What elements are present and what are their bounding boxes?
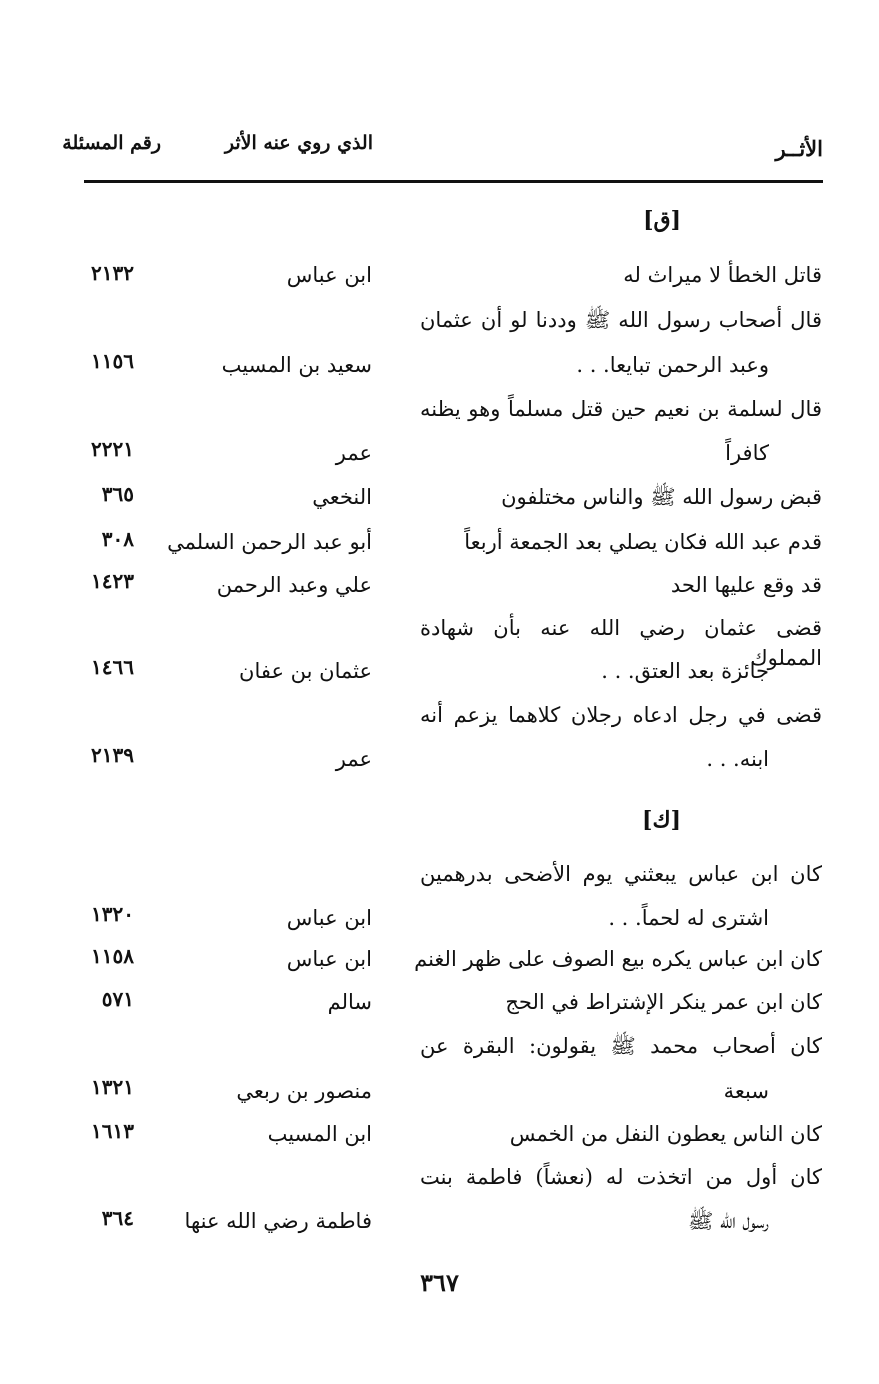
entry-number: ٢١٣٩ xyxy=(91,743,134,767)
header-rule xyxy=(84,180,823,183)
entry-athar-line: كان ابن عمر ينكر الإشتراط في الحج xyxy=(505,990,822,1014)
entry-number: ٣٠٨ xyxy=(101,527,134,551)
entry-narrator: عثمان بن عفان xyxy=(239,659,372,683)
entry-athar-line: قال لسلمة بن نعيم حين قتل مسلماً وهو يظنه xyxy=(420,397,822,421)
entry-athar-continuation: ابنه. . . xyxy=(706,747,769,771)
entry-athar-continuation: اشترى له لحماً. . . xyxy=(608,906,769,930)
entry-athar-continuation: رسول الله ﷺ xyxy=(688,1209,769,1233)
entry-number: ١٤٢٣ xyxy=(91,569,134,593)
entry-number: ٣٦٥ xyxy=(101,482,134,506)
entry-number: ٣٦٤ xyxy=(101,1206,134,1230)
column-header-number: رقم المسئلة xyxy=(62,132,161,154)
column-header-athar: الأثــر xyxy=(775,136,823,161)
entry-athar-line: كان ابن عباس يكره بيع الصوف على ظهر الغنم xyxy=(414,947,822,971)
entry-athar-line: كان الناس يعطون النفل من الخمس xyxy=(509,1122,822,1146)
entry-athar-line: كان أول من اتخذت له (نعشاً) فاطمة بنت xyxy=(420,1165,822,1189)
entry-narrator: علي وعبد الرحمن xyxy=(216,573,372,597)
entry-narrator: ابن المسيب xyxy=(267,1122,372,1146)
entry-narrator: ابن عباس xyxy=(286,263,372,287)
entry-athar-line: قضى عثمان رضي الله عنه بأن شهادة المملوك xyxy=(420,616,822,670)
entry-narrator: ابن عباس xyxy=(286,947,372,971)
section-heading-kaf: [ك] xyxy=(642,807,681,833)
entry-number: ١٣٢٠ xyxy=(91,902,134,926)
entry-athar-line: قد وقع عليها الحد xyxy=(670,573,822,597)
entry-number: ١٤٦٦ xyxy=(91,655,134,679)
entry-athar-continuation: وعبد الرحمن تبايعا. . . xyxy=(576,353,769,377)
entry-narrator: النخعي xyxy=(312,485,372,509)
entry-athar-line: قدم عبد الله فكان يصلي بعد الجمعة أربعاً xyxy=(464,530,822,554)
entry-athar-line: كان أصحاب محمد ﷺ يقولون: البقرة عن xyxy=(420,1034,822,1058)
entry-number: ١٦١٣ xyxy=(91,1119,134,1143)
column-header-narrator: الذي روي عنه الأثر xyxy=(224,132,373,154)
section-heading-qaf: [ق] xyxy=(643,207,681,233)
entry-athar-continuation: سبعة xyxy=(723,1079,769,1103)
entry-narrator: منصور بن ربعي xyxy=(236,1079,372,1103)
entry-number: ١٣٢١ xyxy=(91,1075,134,1099)
entry-narrator: سالم xyxy=(327,990,372,1014)
entry-athar-line: قال أصحاب رسول الله ﷺ وددنا لو أن عثمان xyxy=(420,308,822,332)
entry-narrator: ابن عباس xyxy=(286,906,372,930)
entry-narrator: أبو عبد الرحمن السلمي xyxy=(167,530,372,554)
entry-narrator: فاطمة رضي الله عنها xyxy=(184,1209,372,1233)
entry-number: ٢١٣٢ xyxy=(91,261,134,285)
entry-narrator: سعيد بن المسيب xyxy=(221,353,372,377)
entry-number: ٢٢٢١ xyxy=(91,437,134,461)
page-number: ٣٦٧ xyxy=(420,1268,459,1297)
entry-athar-continuation: جائزة بعد العتق. . . xyxy=(601,659,769,683)
entry-athar-line: قبض رسول الله ﷺ والناس مختلفون xyxy=(501,485,822,509)
entry-athar-line: قضى في رجل ادعاه رجلان كلاهما يزعم أنه xyxy=(420,703,822,727)
entry-narrator: عمر xyxy=(335,747,372,771)
entry-narrator: عمر xyxy=(335,441,372,465)
entry-athar-line: قاتل الخطأ لا ميراث له xyxy=(623,263,822,287)
entry-number: ١١٥٦ xyxy=(91,349,134,373)
entry-number: ١١٥٨ xyxy=(91,944,134,968)
entry-athar-line: كان ابن عباس يبعثني يوم الأضحى بدرهمين xyxy=(420,862,822,886)
entry-number: ٥٧١ xyxy=(101,987,134,1011)
entry-athar-continuation: كافراً xyxy=(725,441,769,465)
